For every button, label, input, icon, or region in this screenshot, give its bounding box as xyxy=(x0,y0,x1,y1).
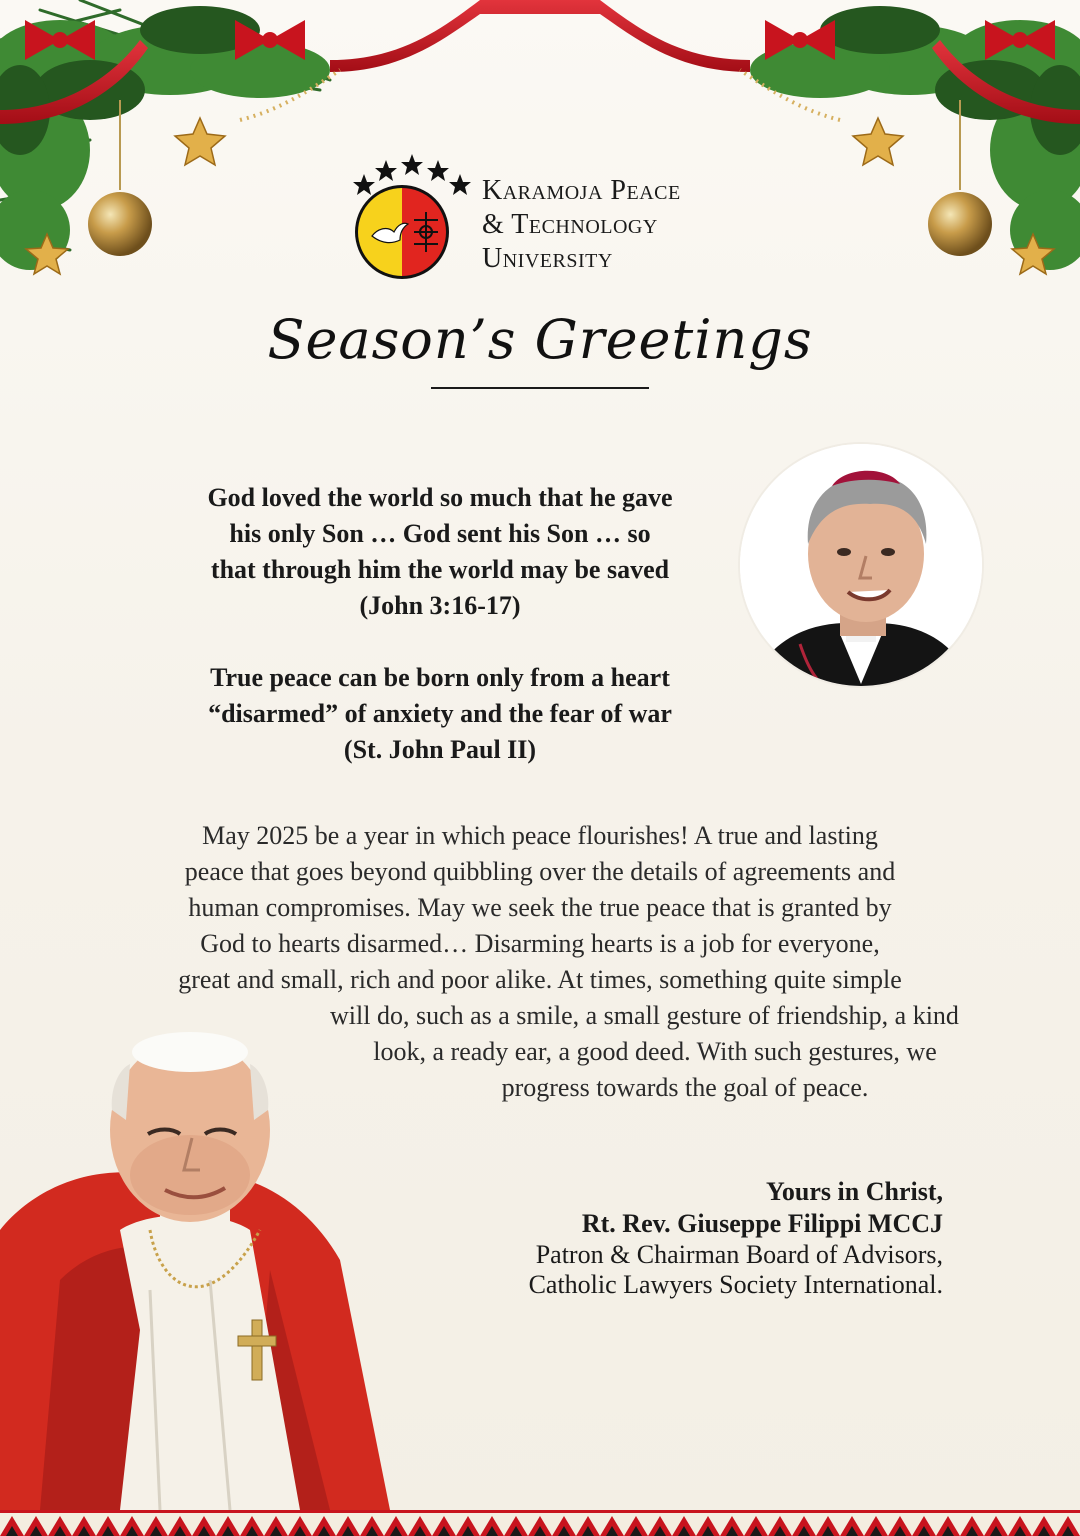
ornament-icon xyxy=(928,192,992,256)
university-emblem xyxy=(352,150,472,280)
signatory-title: Patron & Chairman Board of Advisors, xyxy=(535,1240,943,1269)
quote-citation: (St. John Paul II) xyxy=(343,735,537,764)
university-name-line: Karamoja Peace xyxy=(482,175,681,206)
signature-block xyxy=(529,1176,943,1300)
decorative-bottom-border xyxy=(0,1510,1080,1536)
pope-quote xyxy=(140,660,740,768)
message-line: human compromises. May we seek the true peace that is granted by xyxy=(188,893,892,922)
university-name-line: University xyxy=(482,243,613,274)
bishop-portrait xyxy=(740,444,982,686)
star-icon xyxy=(175,118,225,165)
star-icon xyxy=(853,118,903,165)
quote-line: True peace can be born only from a heart xyxy=(210,663,670,692)
message-line: will do, such as a smile, a small gesture of friendship, a kind xyxy=(330,1001,959,1030)
message-line: May 2025 be a year in which peace flourishes! A true and lasting xyxy=(202,821,878,850)
quote-line: his only Son … God sent his Son … so xyxy=(229,519,651,548)
closing-salutation: Yours in Christ, xyxy=(766,1177,943,1206)
greeting-title: Season’s Greetings xyxy=(267,308,813,371)
university-name-line: & Technology xyxy=(482,209,658,240)
pope-john-paul-ii-portrait xyxy=(0,1030,400,1510)
message-line: progress towards the goal of peace. xyxy=(501,1073,869,1102)
quote-line: “disarmed” of anxiety and the fear of war xyxy=(208,699,672,728)
quote-line: God loved the world so much that he gave xyxy=(207,483,673,512)
greeting-underline xyxy=(431,387,649,389)
quote-citation: (John 3:16-17) xyxy=(359,591,521,620)
message-line: peace that goes beyond quibbling over the details of agreements and xyxy=(184,857,896,886)
university-logo xyxy=(352,150,732,280)
quote-line: that through him the world may be saved xyxy=(210,555,670,584)
university-name xyxy=(482,174,681,276)
ornament-icon xyxy=(88,192,152,256)
message-line: God to hearts disarmed… Disarming hearts is a job for everyone, xyxy=(200,929,880,958)
signatory-name: Rt. Rev. Giuseppe Filippi MCCJ xyxy=(581,1209,943,1238)
message-line: great and small, rich and poor alike. At times, something quite simple xyxy=(178,965,902,994)
signatory-organization: Catholic Lawyers Society International. xyxy=(528,1270,943,1299)
message-line: look, a ready ear, a good deed. With such gestures, we xyxy=(373,1037,937,1066)
scripture-quote xyxy=(140,480,740,624)
